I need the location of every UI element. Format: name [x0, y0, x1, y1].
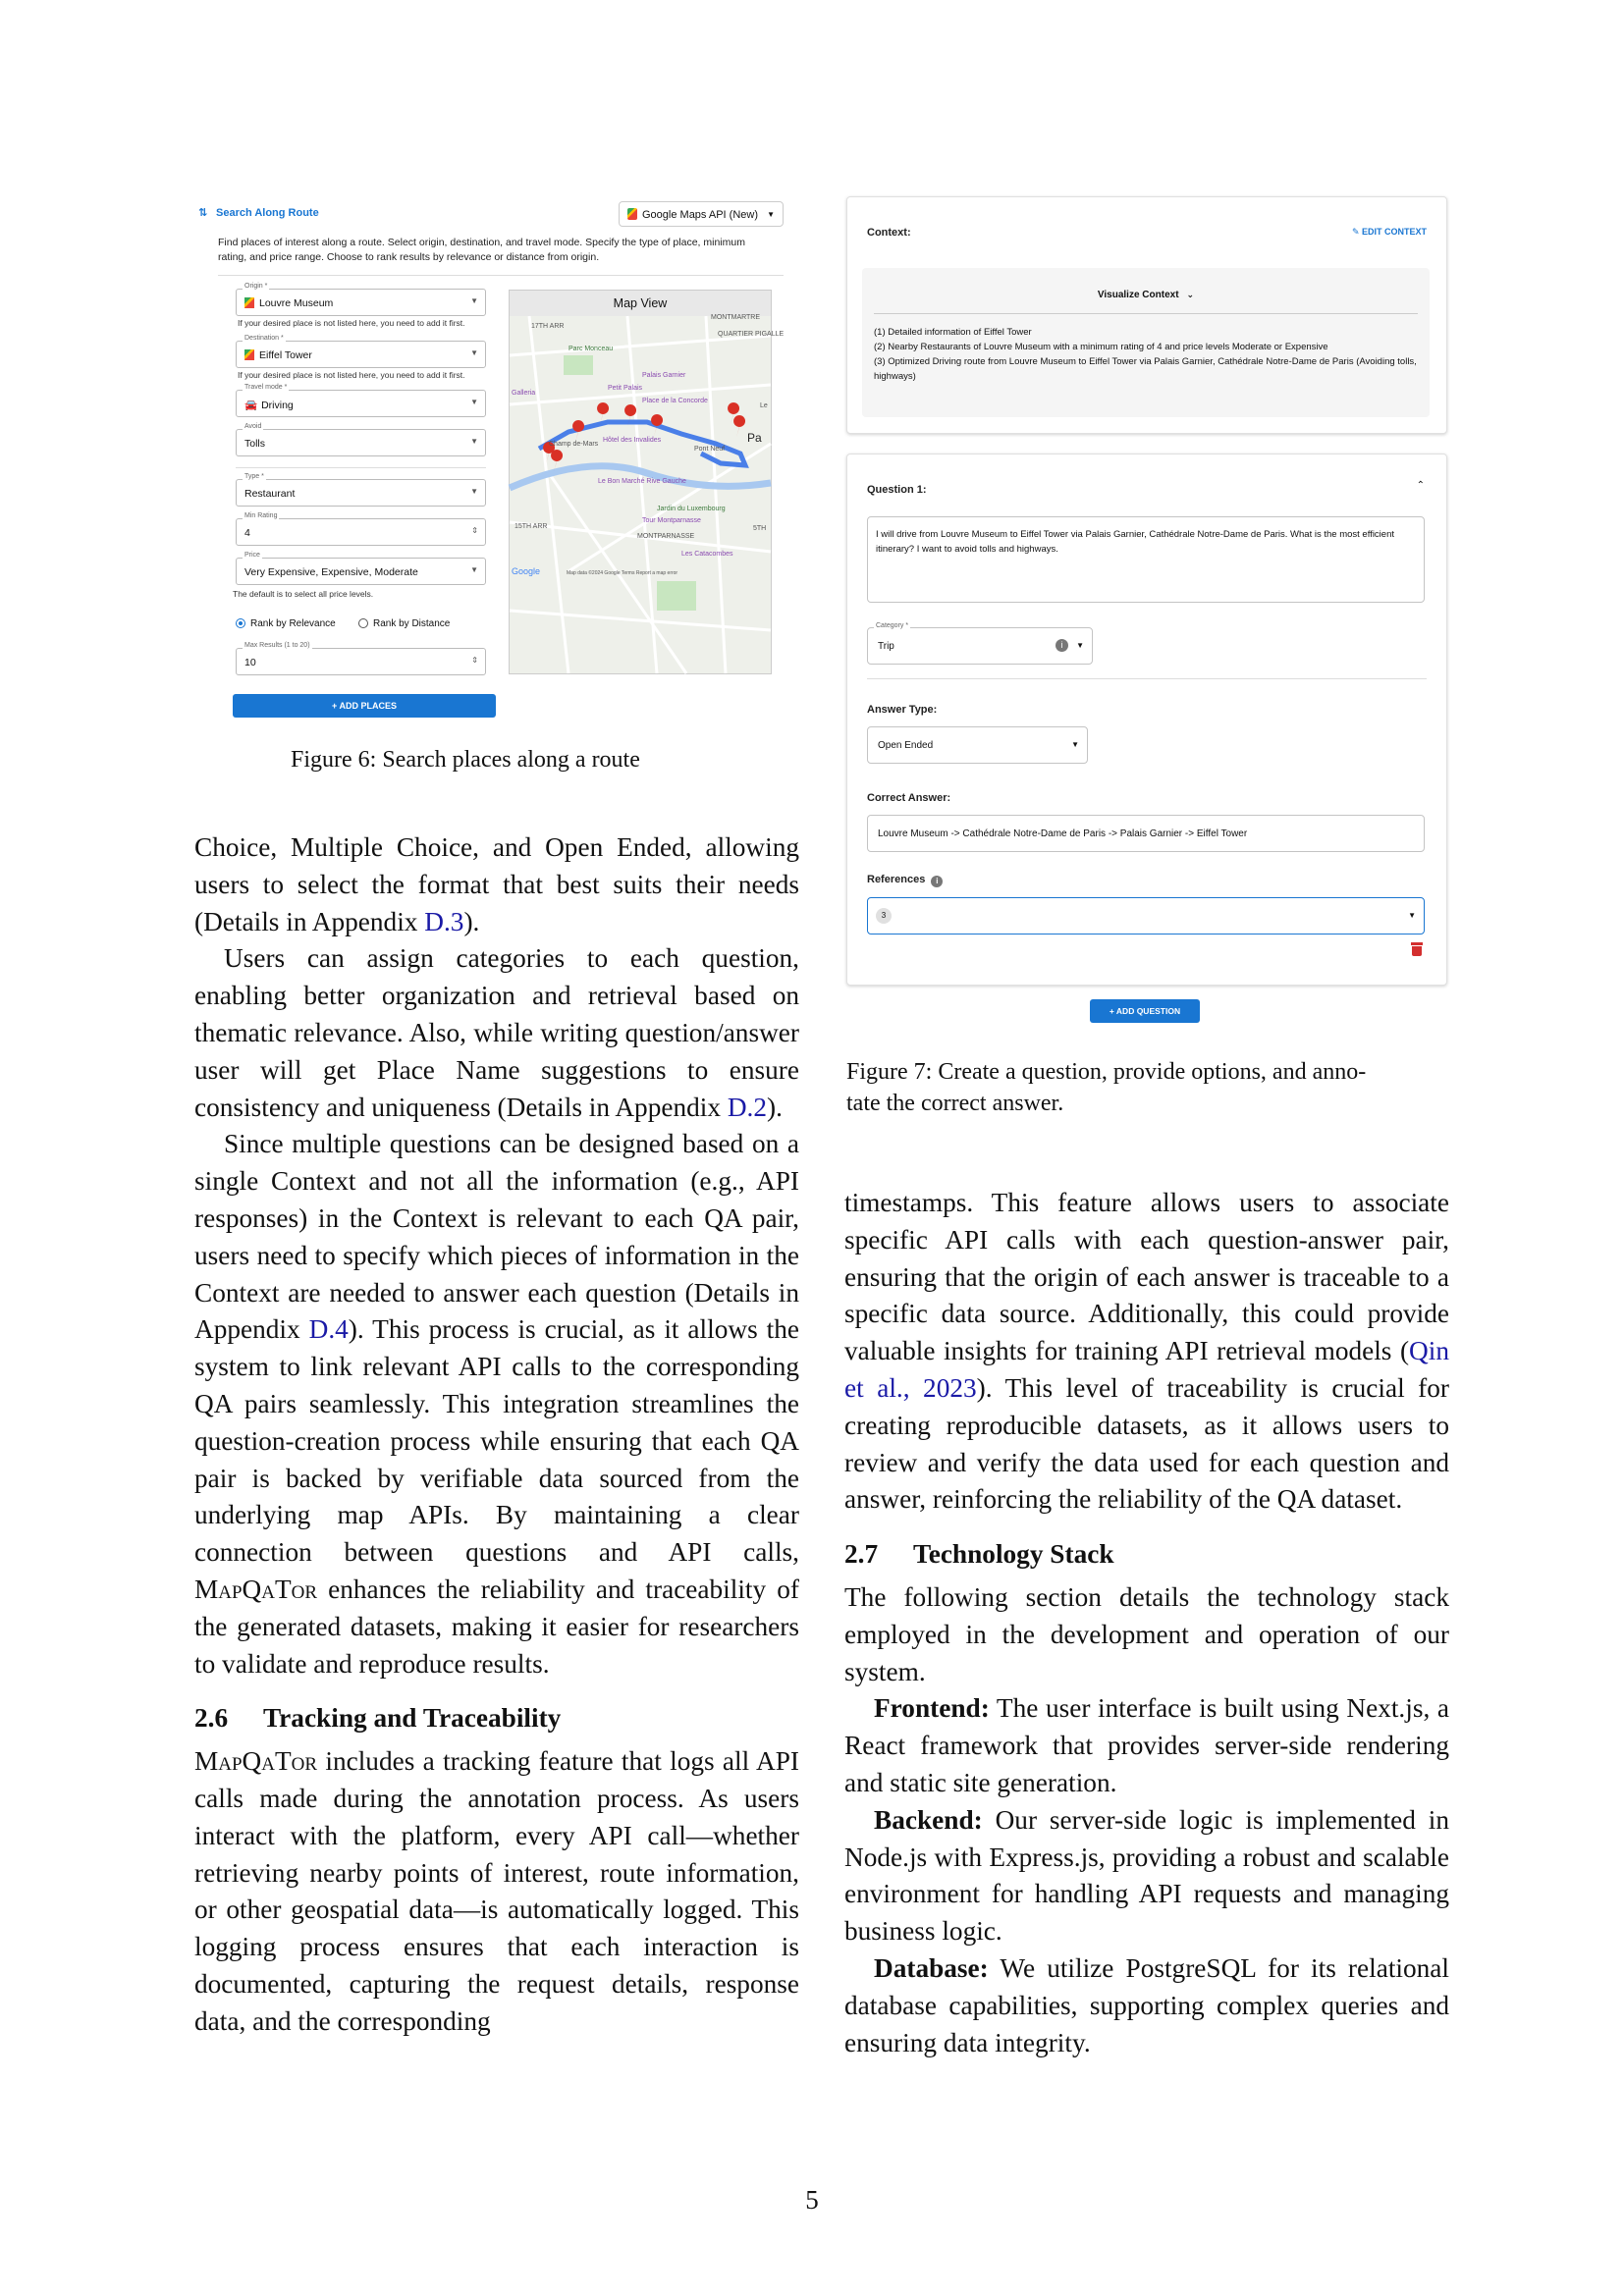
luxembourg-garden — [657, 581, 696, 611]
map-label: QUARTIER PIGALLE — [718, 331, 785, 338]
paragraph: Database: We utilize PostgreSQL for its relational database capabilities, supporting complex queries and ensuring data integrity. — [844, 1952, 1449, 2057]
min-rating-input[interactable]: Min Rating 4 ⇕ — [236, 518, 486, 546]
map-label: Galleria — [512, 390, 536, 397]
paragraph: Frontend: The user interface is built using Next.js, a React framework that provides server-side rendering and static site generation. — [844, 1693, 1449, 1797]
google-maps-icon — [244, 349, 254, 360]
map-label: Place de la Concorde — [642, 398, 708, 404]
radio-unchecked-icon — [358, 618, 368, 628]
appendix-link[interactable]: D.4 — [308, 1314, 349, 1345]
divider — [218, 275, 784, 276]
google-maps-icon — [627, 208, 637, 220]
paragraph: Backend: Our server-side logic is implemented in Node.js with Express.js, providing a robust and scalable environment for handling API requests and managing business logic. — [844, 1804, 1449, 1947]
origin-field[interactable]: Origin * Louvre Museum ▼ — [236, 289, 486, 316]
paragraph: Since multiple questions can be designed based on a single Context and not all the information (e.g., API responses) in the Context is relevant to each QA pair, users need to specify which pieces of information in the Context are needed to answer each question (Details in Appendix D.4). This process is crucial, as it allows the system to link relevant API calls to the corresponding QA pairs seamlessly. This integration streamlines the question-creation process while ensuring that each QA pair is backed by verifiable data sourced from the underlying map APIs. By maintaining a clear connection between questions and API calls, MapQaTor enhances the reliability and traceability of the generated datasets, making it easier for researchers to validate and reproduce results. — [194, 1129, 799, 1679]
context-item: (2) Nearby Restaurants of Louvre Museum with a minimum rating of 4 and price levels Moderate or Expensive — [874, 342, 1328, 352]
chevron-down-icon: ▼ — [1408, 911, 1416, 920]
map-view-header: Map View — [510, 291, 771, 316]
route-icon: ⇅ — [198, 207, 208, 219]
context-card — [846, 196, 1447, 434]
paragraph: Users can assign categories to each question, enabling better organization and retrieval based on thematic relevance. Also, while writing question/answer user will get Place Name suggestions to ensure consistency and uniqueness (Details in Appendix D.2). — [194, 943, 799, 1122]
map-label: Pont Neuf — [694, 446, 726, 453]
chevron-up-icon[interactable]: ⌃ — [1416, 480, 1425, 491]
map-label: Palais Garnier — [642, 372, 686, 379]
figure-7-caption — [846, 1056, 1447, 1119]
chevron-down-icon: ▼ — [1071, 740, 1079, 749]
rank-distance-radio[interactable]: Rank by Distance — [358, 618, 450, 629]
divider — [874, 313, 1418, 314]
travel-mode-select[interactable]: Travel mode * 🚘 Driving ▼ — [236, 390, 486, 417]
api-select[interactable]: Google Maps API (New) ▼ — [619, 201, 784, 227]
system-name: MapQaTor — [194, 1574, 318, 1604]
chevron-down-icon: ▼ — [470, 487, 478, 496]
stepper-icon[interactable]: ⇕ — [471, 656, 478, 665]
figure-6-caption: Figure 6: Search places along a route — [291, 747, 640, 773]
add-question-button[interactable]: + ADD QUESTION — [1090, 999, 1200, 1023]
pencil-icon: ✎ — [1351, 227, 1362, 237]
reference-chip[interactable]: 3 — [876, 908, 892, 924]
map-label: MONTPARNASSE — [637, 533, 695, 540]
question-textarea[interactable]: I will drive from Louvre Museum to Eiffel Tower via Palais Garnier, Cathédrale Notre-Dame de Paris. What is the most efficient itinerary? I want to avoid tolls and highways. — [867, 516, 1425, 603]
right-column — [844, 1185, 1449, 2061]
avoid-select[interactable]: Avoid Tolls ▼ — [236, 429, 486, 456]
google-maps-icon — [244, 297, 254, 308]
map-label: Tour Montparnasse — [642, 517, 701, 524]
chevron-down-icon: ▼ — [470, 398, 478, 406]
visualize-context-toggle[interactable]: Visualize Context ⌄ — [1097, 290, 1195, 300]
chevron-down-icon: ▼ — [470, 296, 478, 305]
map-label: Le — [760, 402, 768, 409]
map-label: Pa — [747, 431, 762, 445]
appendix-link[interactable]: D.2 — [727, 1092, 767, 1122]
add-places-button[interactable]: + ADD PLACES — [233, 694, 496, 718]
chevron-down-icon: ▼ — [767, 210, 775, 219]
answer-type-select[interactable]: Open Ended ▼ — [867, 726, 1088, 764]
question-card — [846, 454, 1447, 986]
info-icon[interactable]: i — [931, 876, 943, 887]
info-icon[interactable]: i — [1056, 639, 1068, 652]
question-label: Question 1: — [867, 484, 927, 496]
destination-hint: If your desired place is not listed here, you need to add it first. — [238, 370, 465, 380]
visualize-context-panel — [862, 268, 1430, 417]
rank-relevance-radio[interactable]: Rank by Relevance — [236, 618, 336, 629]
citation-link[interactable]: Qin et al., 2023 — [844, 1336, 1449, 1403]
radio-checked-icon — [236, 618, 245, 628]
references-label: References i — [867, 874, 943, 887]
car-icon: 🚘 — [244, 400, 258, 411]
section-heading: 2.7 Technology Stack — [844, 1539, 1114, 1570]
route-description: Find places of interest along a route. Select origin, destination, and travel mode. Specify the type of place, minimum rating, and price range. Choose to rank results by relevance or distance from origin. — [218, 237, 745, 263]
map-label: Jardin du Luxembourg — [657, 506, 726, 512]
map-label: Parc Monceau — [568, 346, 614, 352]
destination-field[interactable]: Destination * Eiffel Tower ▼ — [236, 341, 486, 368]
map-canvas[interactable] — [510, 314, 785, 673]
context-label: Context: — [867, 227, 911, 239]
answer-type-label: Answer Type: — [867, 704, 938, 716]
chevron-down-icon: ⌄ — [1186, 290, 1195, 299]
edit-context-button[interactable]: ✎ EDIT CONTEXT — [1351, 227, 1427, 237]
chevron-down-icon: ▼ — [1076, 641, 1084, 650]
type-select[interactable]: Type * Restaurant ▼ — [236, 479, 486, 507]
map-label: Le Bon Marché Rive Gauche — [598, 478, 686, 485]
paragraph: MapQaTor includes a tracking feature that logs all API calls made during the annotation process. As users interact with the platform, every API call—whether retrieving nearby points of interest, route information, or other geospatial data—is automatically logged. This logging process ensures that each interaction is documented, capturing the request details, response data, and the corresponding — [194, 1746, 799, 2036]
map-label: 17TH ARR — [531, 323, 565, 330]
chevron-down-icon: ▼ — [470, 348, 478, 357]
paragraph: The following section details the technology stack employed in the development and operation of our system. — [844, 1581, 1449, 1686]
correct-answer-label: Correct Answer: — [867, 792, 951, 804]
context-item: (3) Optimized Driving route from Louvre Museum to Eiffel Tower via Palais Garnier, Cathédrale Notre-Dame de Paris (Avoiding tolls, highways) — [874, 356, 1417, 382]
section-heading: 2.6 Tracking and Traceability — [194, 1703, 562, 1734]
delete-icon[interactable] — [1411, 942, 1423, 956]
caption-line: tate the correct answer. — [846, 1091, 1064, 1116]
search-along-route-title: ⇅ Search Along Route — [198, 207, 319, 219]
map-label: 5TH — [753, 525, 767, 532]
chevron-down-icon: ▼ — [470, 565, 478, 574]
divider — [236, 467, 486, 468]
price-hint: The default is to select all price levels. — [233, 589, 374, 599]
left-column — [194, 829, 799, 2041]
paragraph: timestamps. This feature allows users to associate specific API calls with each question-answer pair, ensuring that the origin of each answer is traceable to a specific data source. Additionally, this could provide valuable insights for training API retrieval models (Qin et al., 2023). This level of traceability is crucial for creating reproducible datasets, as it allows users to review and verify the data used for each question and answer, reinforcing the reliability of the QA dataset. — [844, 1188, 1449, 1515]
map-label: Hôtel des Invalides — [603, 437, 662, 444]
map-attribution: Map data ©2024 Google Terms Report a map error — [567, 570, 678, 576]
map-label: Champ de-Mars — [549, 441, 599, 448]
correct-answer-input[interactable]: Louvre Museum -> Cathédrale Notre-Dame de Paris -> Palais Garnier -> Eiffel Tower — [867, 815, 1425, 852]
paragraph: Choice, Multiple Choice, and Open Ended, allowing users to select the format that best suits their needs (Details in Appendix D.3). — [194, 832, 799, 936]
figure-7 — [846, 196, 1447, 1041]
chevron-down-icon: ▼ — [470, 437, 478, 446]
category-select[interactable]: Category * Trip i ▼ — [867, 627, 1093, 665]
park-monceau — [564, 355, 593, 375]
origin-hint: If your desired place is not listed here, you need to add it first. — [238, 318, 465, 328]
map-view[interactable] — [509, 290, 785, 674]
map-label: MONTMARTRE — [711, 314, 761, 321]
map-label: 15TH ARR — [514, 523, 548, 530]
system-name: MapQaTor — [194, 1746, 318, 1777]
context-item: (1) Detailed information of Eiffel Tower — [874, 327, 1032, 338]
page-number: 5 — [805, 2185, 819, 2215]
price-select[interactable]: Price Very Expensive, Expensive, Moderate ▼ — [236, 558, 486, 585]
context-list — [874, 325, 1418, 384]
appendix-link[interactable]: D.3 — [424, 906, 464, 936]
caption-line: Figure 7: Create a question, provide options, and anno- — [846, 1059, 1367, 1085]
figure-6 — [196, 196, 785, 731]
google-logo: Google — [512, 566, 541, 576]
map-label: Les Catacombes — [681, 551, 733, 558]
map-label: Petit Palais — [608, 385, 643, 392]
divider — [867, 678, 1427, 679]
references-select[interactable] — [867, 897, 1425, 934]
max-results-input[interactable]: Max Results (1 to 20) 10 ⇕ — [236, 648, 486, 675]
stepper-icon[interactable]: ⇕ — [471, 526, 478, 535]
